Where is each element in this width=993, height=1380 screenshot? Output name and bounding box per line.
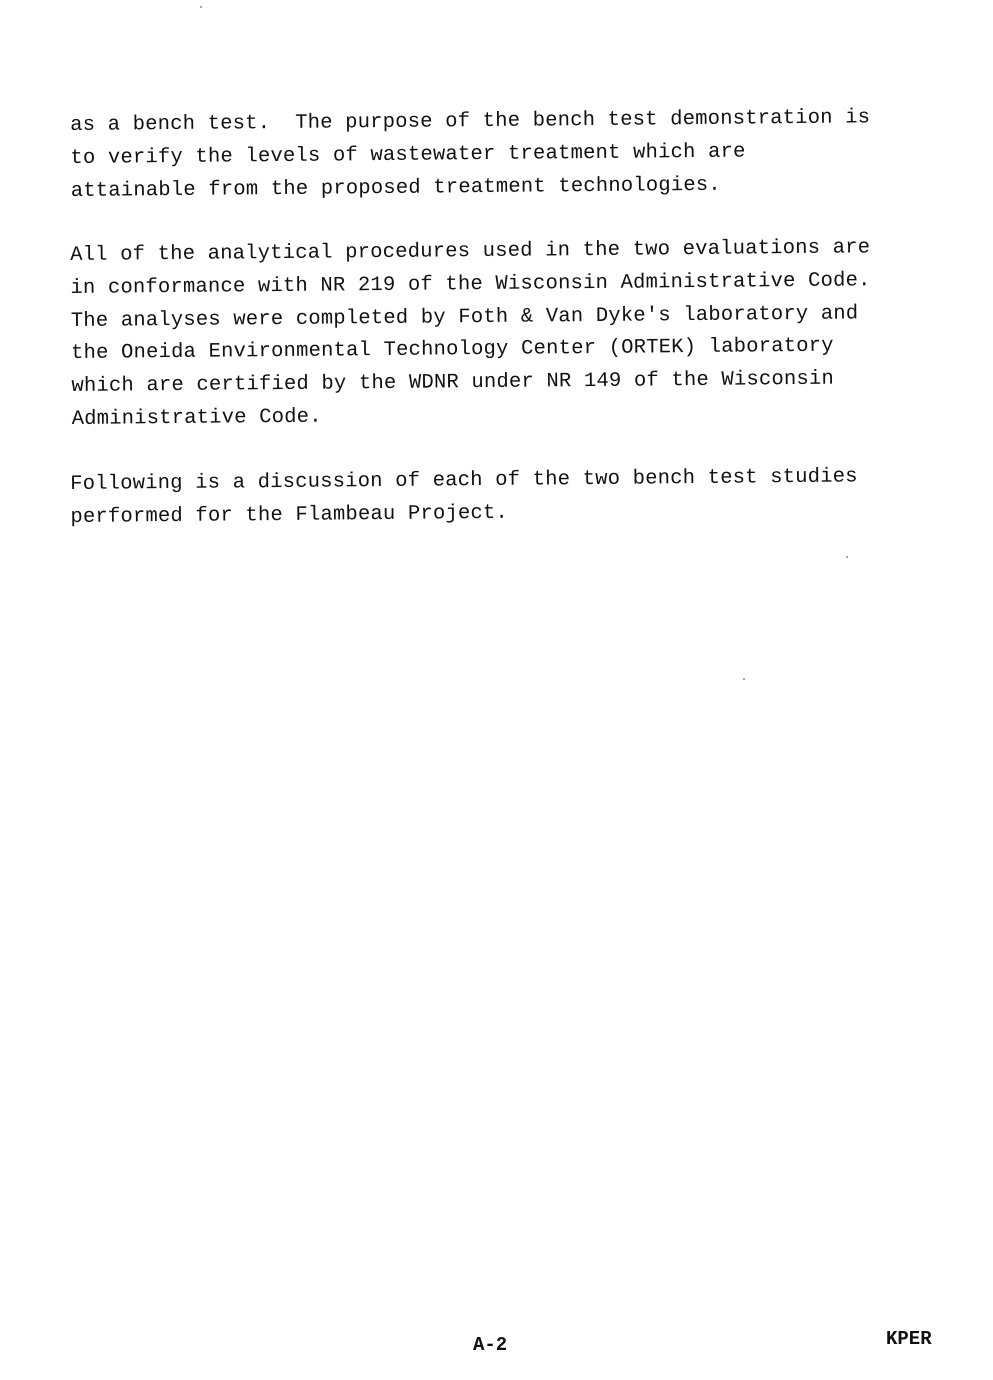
document-code: KPER [886,1328,932,1350]
paragraph-line: to verify the levels of wastewater treatment which are [70,140,746,170]
paragraph-line: the Oneida Environmental Technology Center (ORTEK) laboratory [70,335,834,366]
paragraph-line: which are certified by the WDNR under NR 149 of the Wisconsin [71,367,835,399]
paragraph-line: in conformance with NR 219 of the Wisconsin Administrative Code. [70,269,871,300]
scan-speck [743,678,745,680]
scan-speck [846,556,848,558]
paragraph-analytical-procedures [70,232,952,437]
paragraph-line: Following is a discussion of each of the two bench test studies [70,465,858,496]
paragraph-bench-test-purpose [70,102,951,209]
page-number: A-2 [473,1334,508,1356]
scan-speck [200,6,202,8]
paragraph-line: All of the analytical procedures used in the two evaluations are [70,236,871,267]
paragraph-line: The analyses were completed by Foth & Van Dyke's laboratory and [70,302,859,333]
paragraph-line: performed for the Flambeau Project. [70,501,509,529]
paragraph-line: attainable from the proposed treatment technologies. [70,173,721,203]
paragraph-line: Administrative Code. [71,405,322,431]
paragraph-line: as a bench test. The purpose of the bench test demonstration is [70,106,871,137]
paragraph-discussion-intro [70,461,951,535]
